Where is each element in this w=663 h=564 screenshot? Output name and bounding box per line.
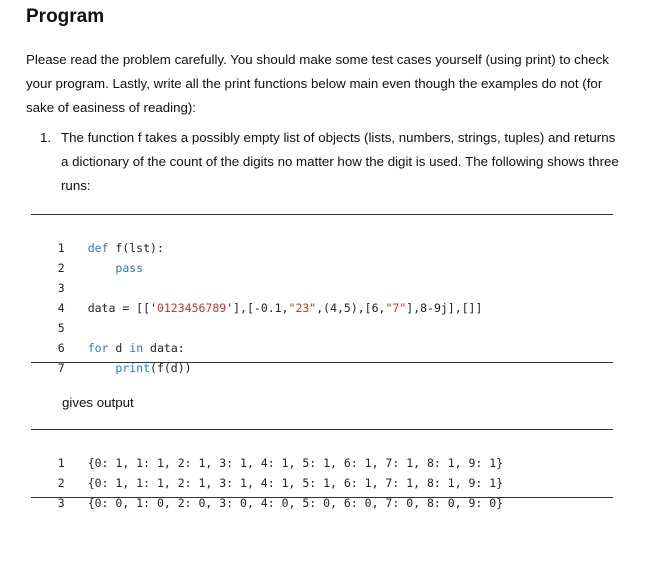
line-number: 4 [57, 301, 65, 315]
problem-description: The function f takes a possibly empty list of objects (lists, numbers, strings, tuples) and returns a dictionary of the count of the digits no matter how the digit is used. The following shows three runs: [61, 130, 619, 193]
page-title: Program [26, 6, 105, 27]
keyword: def [87, 241, 109, 255]
code-text: ],8-9j],[]] [406, 301, 483, 315]
code-line [30, 338, 192, 375]
line-number: 1 [57, 241, 65, 255]
code-text: ,(4,5),[6, [316, 301, 386, 315]
code-text: data = [[' [87, 301, 157, 315]
output-line [30, 433, 504, 470]
code-text: f(lst): [108, 241, 164, 255]
line-number: 3 [57, 281, 65, 295]
code-text: data: [143, 341, 185, 355]
code-line [30, 258, 88, 295]
keyword: for [87, 341, 109, 355]
output-text: {0: 0, 1: 0, 2: 0, 3: 0, 4: 0, 5: 0, 6: 0, 7: 0, 8: 0, 9: 0} [87, 496, 504, 510]
string-literal: "7" [385, 301, 407, 315]
code-top-rule [31, 214, 613, 215]
code-text: (f(d)) [150, 361, 192, 375]
code-bottom-rule [31, 362, 613, 363]
line-number: 7 [57, 361, 65, 375]
code-line [30, 238, 144, 275]
intro-paragraph: Please read the problem carefully. You should make some test cases yourself (using print) to check your program. Lastly, write all the print functions below main even though the examples do not (for sake of easiness of reading): [26, 52, 609, 115]
code-text: d [108, 341, 130, 355]
output-line [30, 473, 504, 510]
line-number: 1 [57, 456, 65, 470]
keyword: pass [115, 261, 144, 275]
line-number: 6 [57, 341, 65, 355]
output-label: gives output [62, 395, 134, 410]
keyword: in [129, 341, 144, 355]
output-bottom-rule [31, 497, 613, 498]
code-text [88, 261, 116, 275]
code-line [30, 298, 88, 335]
string-literal: 0123456789 [156, 301, 227, 315]
line-number: 5 [57, 321, 65, 335]
string-literal: "23" [288, 301, 317, 315]
code-text [88, 361, 116, 375]
output-text: {0: 1, 1: 1, 2: 1, 3: 1, 4: 1, 5: 1, 6: 1, 7: 1, 8: 1, 9: 1} [87, 456, 504, 470]
problem-number: 1. [40, 130, 52, 145]
output-line [30, 453, 504, 490]
line-number: 2 [57, 261, 65, 275]
line-number: 3 [57, 496, 65, 510]
code-line [30, 278, 483, 315]
line-number: 2 [57, 476, 65, 490]
code-line [30, 318, 185, 355]
code-text: '],[-0.1, [226, 301, 289, 315]
keyword: print [115, 361, 151, 375]
output-top-rule [31, 429, 613, 430]
output-text: {0: 1, 1: 1, 2: 1, 3: 1, 4: 1, 5: 1, 6: 1, 7: 1, 8: 1, 9: 1} [87, 476, 504, 490]
code-line [30, 218, 164, 255]
